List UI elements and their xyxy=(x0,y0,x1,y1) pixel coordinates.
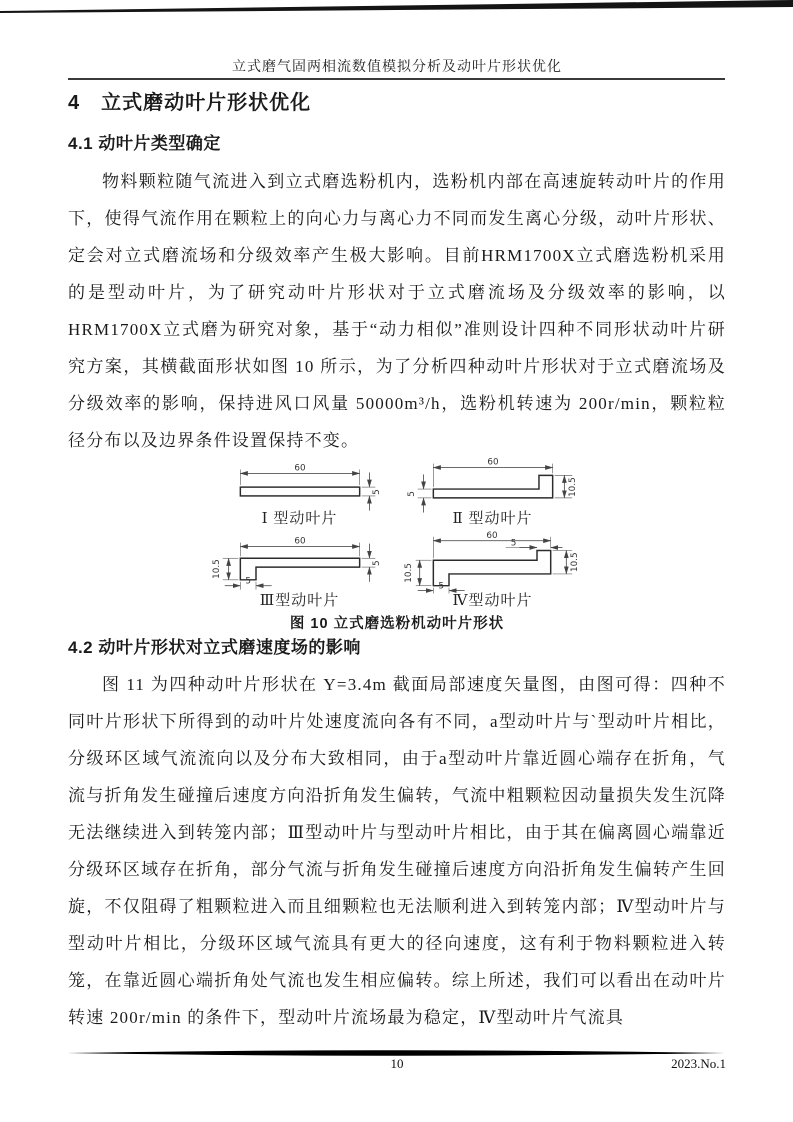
blade-diagram-type-3 xyxy=(211,527,389,595)
dim-label-top-tab: 5 xyxy=(510,538,516,549)
blade-diagram-type-4 xyxy=(404,527,582,595)
dim-label-thickness: 5 xyxy=(371,489,382,495)
dim-label-bottom-tab: 5 xyxy=(244,576,251,587)
blade-outline xyxy=(240,487,359,496)
dim-label-width: 60 xyxy=(485,530,498,541)
dim-label-left-height: 10.5 xyxy=(211,558,222,579)
figure-10-caption: 图 10 立式磨选粉机动叶片形状 xyxy=(289,616,505,632)
paragraph-4-2: 图 11 为四种动叶片形状在 Y=3.4m 截面局部速度矢量图，由图可得：四种不同叶片形状下所得到的动叶片处速度流向各有不同，a型动叶片与`型动叶片相比，分级环区域气流流向以及分布大致相同，由于a型动叶片靠近圆心端存在折角，气流与折角发生碰撞后速度方向沿折角发生偏转，气流中粗颗粒因动量损失发生沉降无法继续进入到转笼内部；Ⅲ型动叶片与型动叶片相比，由于其在偏离圆心端靠近分级环区域存在折角，部分气流与折角发生碰撞后速度方向沿折角发生偏转产生回旋，不仅阻碍了粗颗粒进入而且细颗粒也无法顺利进入到转笼内部；Ⅳ型动叶片与型动叶片相比，分级环区域气流具有更大的径向速度，这有利于物料颗粒进入转笼，在靠近圆心端折角处气流也发生相应偏转。综上所述，我们可以看出在动叶片转速 200r/min 的条件下，型动叶片流场最为稳定，Ⅳ型动叶片气流具 xyxy=(68,675,726,1027)
blade-outline xyxy=(240,558,359,580)
running-header-title: 立式磨气固两相流数值模拟分析及动叶片形状优化 xyxy=(232,60,562,75)
blade-label-type-3: Ⅲ型动叶片 xyxy=(259,593,340,609)
dim-label-right-thickness: 5 xyxy=(371,559,382,566)
figure-cell-blade-4 xyxy=(396,527,589,609)
figure-cell-blade-2 xyxy=(396,448,589,527)
dim-label-right-height: 10.5 xyxy=(567,477,578,497)
blade-outline xyxy=(433,475,552,497)
blade-label-type-2: Ⅱ 型动叶片 xyxy=(452,510,533,527)
dim-label-width: 60 xyxy=(293,463,306,474)
scan-artifact-top xyxy=(0,0,793,16)
dim-label-width: 60 xyxy=(486,457,499,468)
dim-label-right-height: 10.5 xyxy=(569,551,580,572)
blade-diagram-type-2 xyxy=(404,448,582,513)
dim-label-width: 60 xyxy=(293,536,306,547)
issue-label: 2023.No.1 xyxy=(671,1056,726,1071)
paragraph-4-1: 物料颗粒随气流进入到立式磨选粉机内，选粉机内部在高速旋转动叶片的作用下，使得气流作用在颗粒上的向心力与离心力不同而发生离心分级，动叶片形状、定会对立式磨流场和分级效率产生极大影响。目前HRM1700X立式磨选粉机采用的是型动叶片，为了研究动叶片形状对于立式磨流场及分级效率的影响，以HRM1700X立式磨为研究对象，基于“动力相似”准则设计四种不同形状动叶片研究方案，其横截面形状如图 10 所示，为了分析四种动叶片形状对于立式磨流场及分级效率的影响，保持进风口风量 50000m³/h，选粉机转速为 200r/min，颗粒粒径分布以及边界条件设置保持不变。 xyxy=(68,172,726,450)
page-number: 10 xyxy=(390,1056,404,1071)
blade-diagram-type-1 xyxy=(211,448,389,513)
header-rule xyxy=(68,78,725,80)
blade-label-type-4: Ⅳ型动叶片 xyxy=(452,593,533,609)
dim-label-left-height: 10.5 xyxy=(403,562,414,583)
figure-cell-blade-3 xyxy=(203,527,396,609)
subsection-4-2-heading: 4.2 动叶片形状对立式磨速度场的影响 xyxy=(68,638,361,657)
figure-10 xyxy=(203,448,591,609)
dim-label-left-thickness: 5 xyxy=(406,491,417,497)
blade-outline xyxy=(433,550,550,585)
section-4-heading: 4 立式磨动叶片形状优化 xyxy=(68,92,312,114)
figure-10-grid xyxy=(203,448,591,609)
dim-label-bottom-tab: 5 xyxy=(437,581,444,592)
blade-label-type-1: Ⅰ 型动叶片 xyxy=(261,510,338,527)
figure-cell-blade-1 xyxy=(203,448,396,527)
subsection-4-1-heading: 4.1 动叶片类型确定 xyxy=(68,134,221,153)
